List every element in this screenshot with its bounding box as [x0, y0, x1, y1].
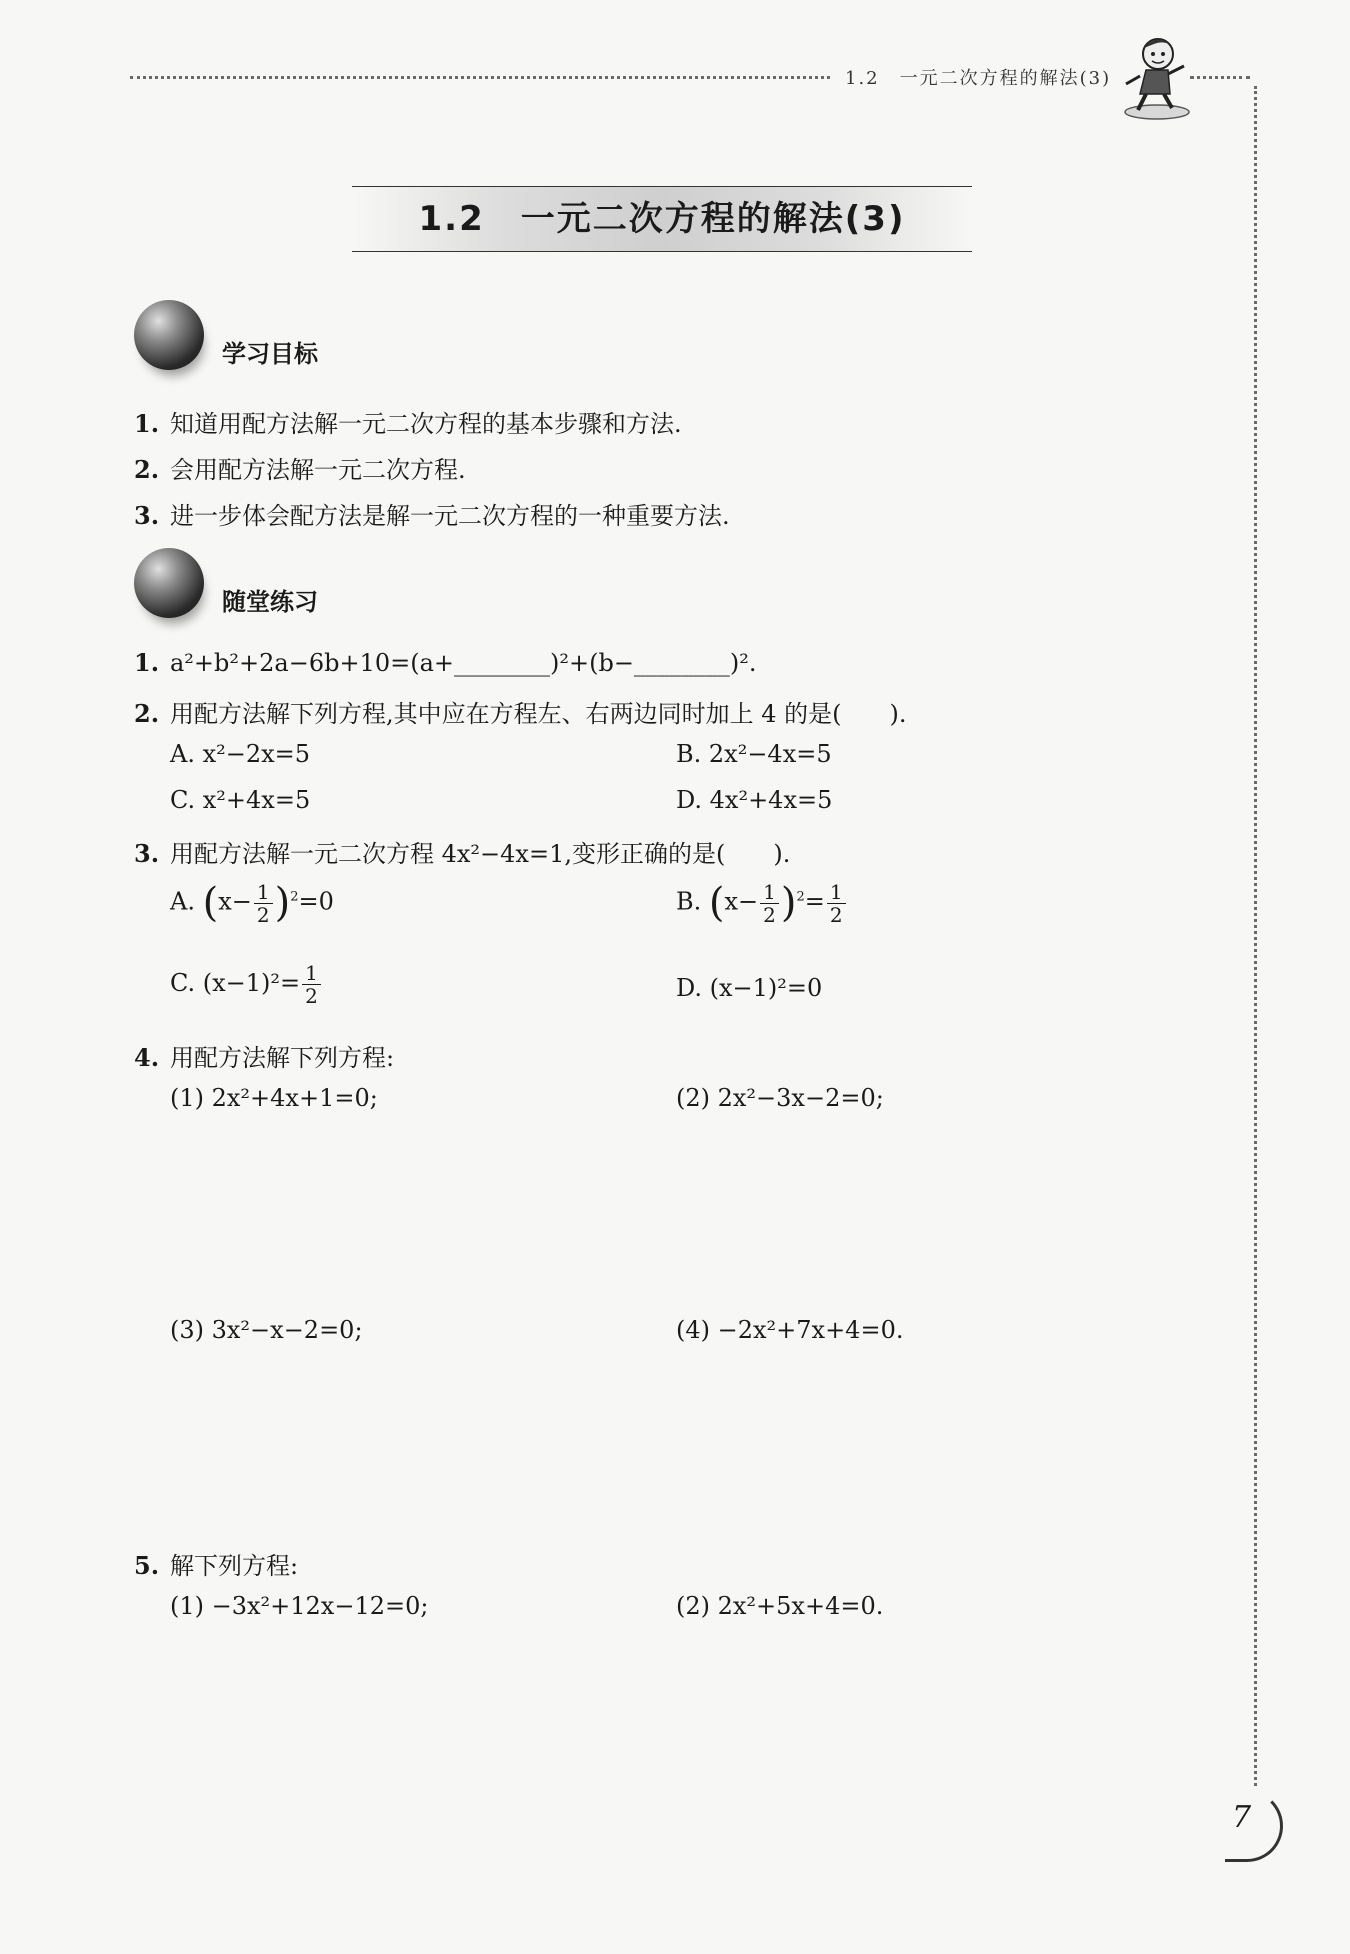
question-number: 4.	[134, 1043, 160, 1072]
margin-rule	[1254, 86, 1257, 1786]
question-number: 1.	[134, 648, 160, 677]
running-header: 1.2 一元二次方程的解法(3)	[845, 68, 1112, 89]
item-number: 3.	[134, 501, 160, 530]
option-a: A. x²−2x=5	[170, 740, 311, 768]
fraction	[254, 881, 273, 926]
question-1	[134, 648, 757, 677]
question-number: 2.	[134, 699, 160, 728]
expr-part: =0	[298, 887, 334, 916]
question-text: 用配方法解一元二次方程 4x²−4x=1,变形正确的是( ).	[170, 840, 791, 868]
header-rule	[130, 76, 830, 79]
option-d: D. (x−1)²=0	[676, 974, 823, 1002]
option-b	[676, 880, 848, 926]
numerator: 1	[302, 962, 321, 985]
question-text: 用配方法解下列方程,其中应在方程左、右两边同时加上 4 的是( ).	[170, 700, 907, 728]
objective-item	[134, 450, 466, 485]
question-text: a²+b²+2a−6b+10=(a+________)²+(b−________)².	[170, 649, 757, 677]
header-rule-right	[1190, 76, 1250, 79]
option-c: C. x²+4x=5	[170, 786, 311, 814]
sub-problem: (4) −2x²+7x+4=0.	[676, 1316, 904, 1344]
left-paren: (	[708, 880, 725, 926]
option-label: B.	[676, 887, 702, 916]
sub-problem: (3) 3x²−x−2=0;	[170, 1316, 363, 1344]
option-a	[170, 880, 334, 926]
option-d: D. 4x²+4x=5	[676, 786, 833, 814]
question-text: 用配方法解下列方程:	[170, 1044, 395, 1072]
fraction	[760, 881, 779, 926]
question-text: 解下列方程:	[170, 1552, 299, 1580]
numerator: 1	[827, 881, 846, 904]
option-label: A.	[170, 887, 195, 916]
section-ball-icon	[134, 300, 204, 370]
question-number: 3.	[134, 839, 160, 868]
right-paren: )	[274, 880, 291, 926]
denominator: 2	[256, 902, 270, 927]
numerator: 1	[760, 881, 779, 904]
item-number: 1.	[134, 409, 160, 438]
section-title-objectives: 学习目标	[222, 340, 318, 368]
question-3	[134, 834, 790, 869]
fraction	[827, 881, 846, 926]
expr-part: C. (x−1)²=	[170, 969, 301, 997]
objective-item	[134, 404, 682, 439]
question-5	[134, 1546, 298, 1581]
right-paren: )	[780, 880, 797, 926]
denominator: 2	[763, 902, 776, 927]
item-text: 知道用配方法解一元二次方程的基本步骤和方法.	[170, 410, 682, 438]
option-b: B. 2x²−4x=5	[676, 740, 832, 768]
question-number: 5.	[134, 1551, 160, 1580]
exponent: 2	[796, 889, 805, 905]
mascot-illustration	[1120, 32, 1194, 120]
sub-problem: (1) −3x²+12x−12=0;	[170, 1592, 429, 1620]
section-globe-icon	[134, 548, 204, 618]
denominator: 2	[829, 902, 843, 927]
section-title-practice: 随堂练习	[222, 588, 318, 616]
item-text: 进一步体会配方法是解一元二次方程的一种重要方法.	[170, 502, 730, 530]
sub-problem: (2) 2x²−3x−2=0;	[676, 1084, 884, 1112]
left-paren: (	[202, 880, 219, 926]
numerator: 1	[254, 881, 273, 904]
exponent: 2	[290, 889, 299, 905]
item-text: 会用配方法解一元二次方程.	[170, 456, 466, 484]
question-2	[134, 694, 907, 729]
fraction	[302, 962, 321, 1007]
objective-item	[134, 496, 730, 531]
sub-problem: (2) 2x²+5x+4=0.	[676, 1592, 884, 1620]
expr-part: x−	[218, 887, 252, 916]
expr-part: x−	[724, 887, 759, 916]
equals-sign: =	[804, 887, 825, 916]
sub-problem: (1) 2x²+4x+1=0;	[170, 1084, 378, 1112]
page-number: 7	[1232, 1800, 1252, 1835]
page-title: 1.2 一元二次方程的解法(3)	[418, 199, 906, 239]
denominator: 2	[305, 984, 318, 1008]
item-number: 2.	[134, 455, 160, 484]
question-4	[134, 1038, 394, 1073]
option-c	[170, 962, 323, 1007]
